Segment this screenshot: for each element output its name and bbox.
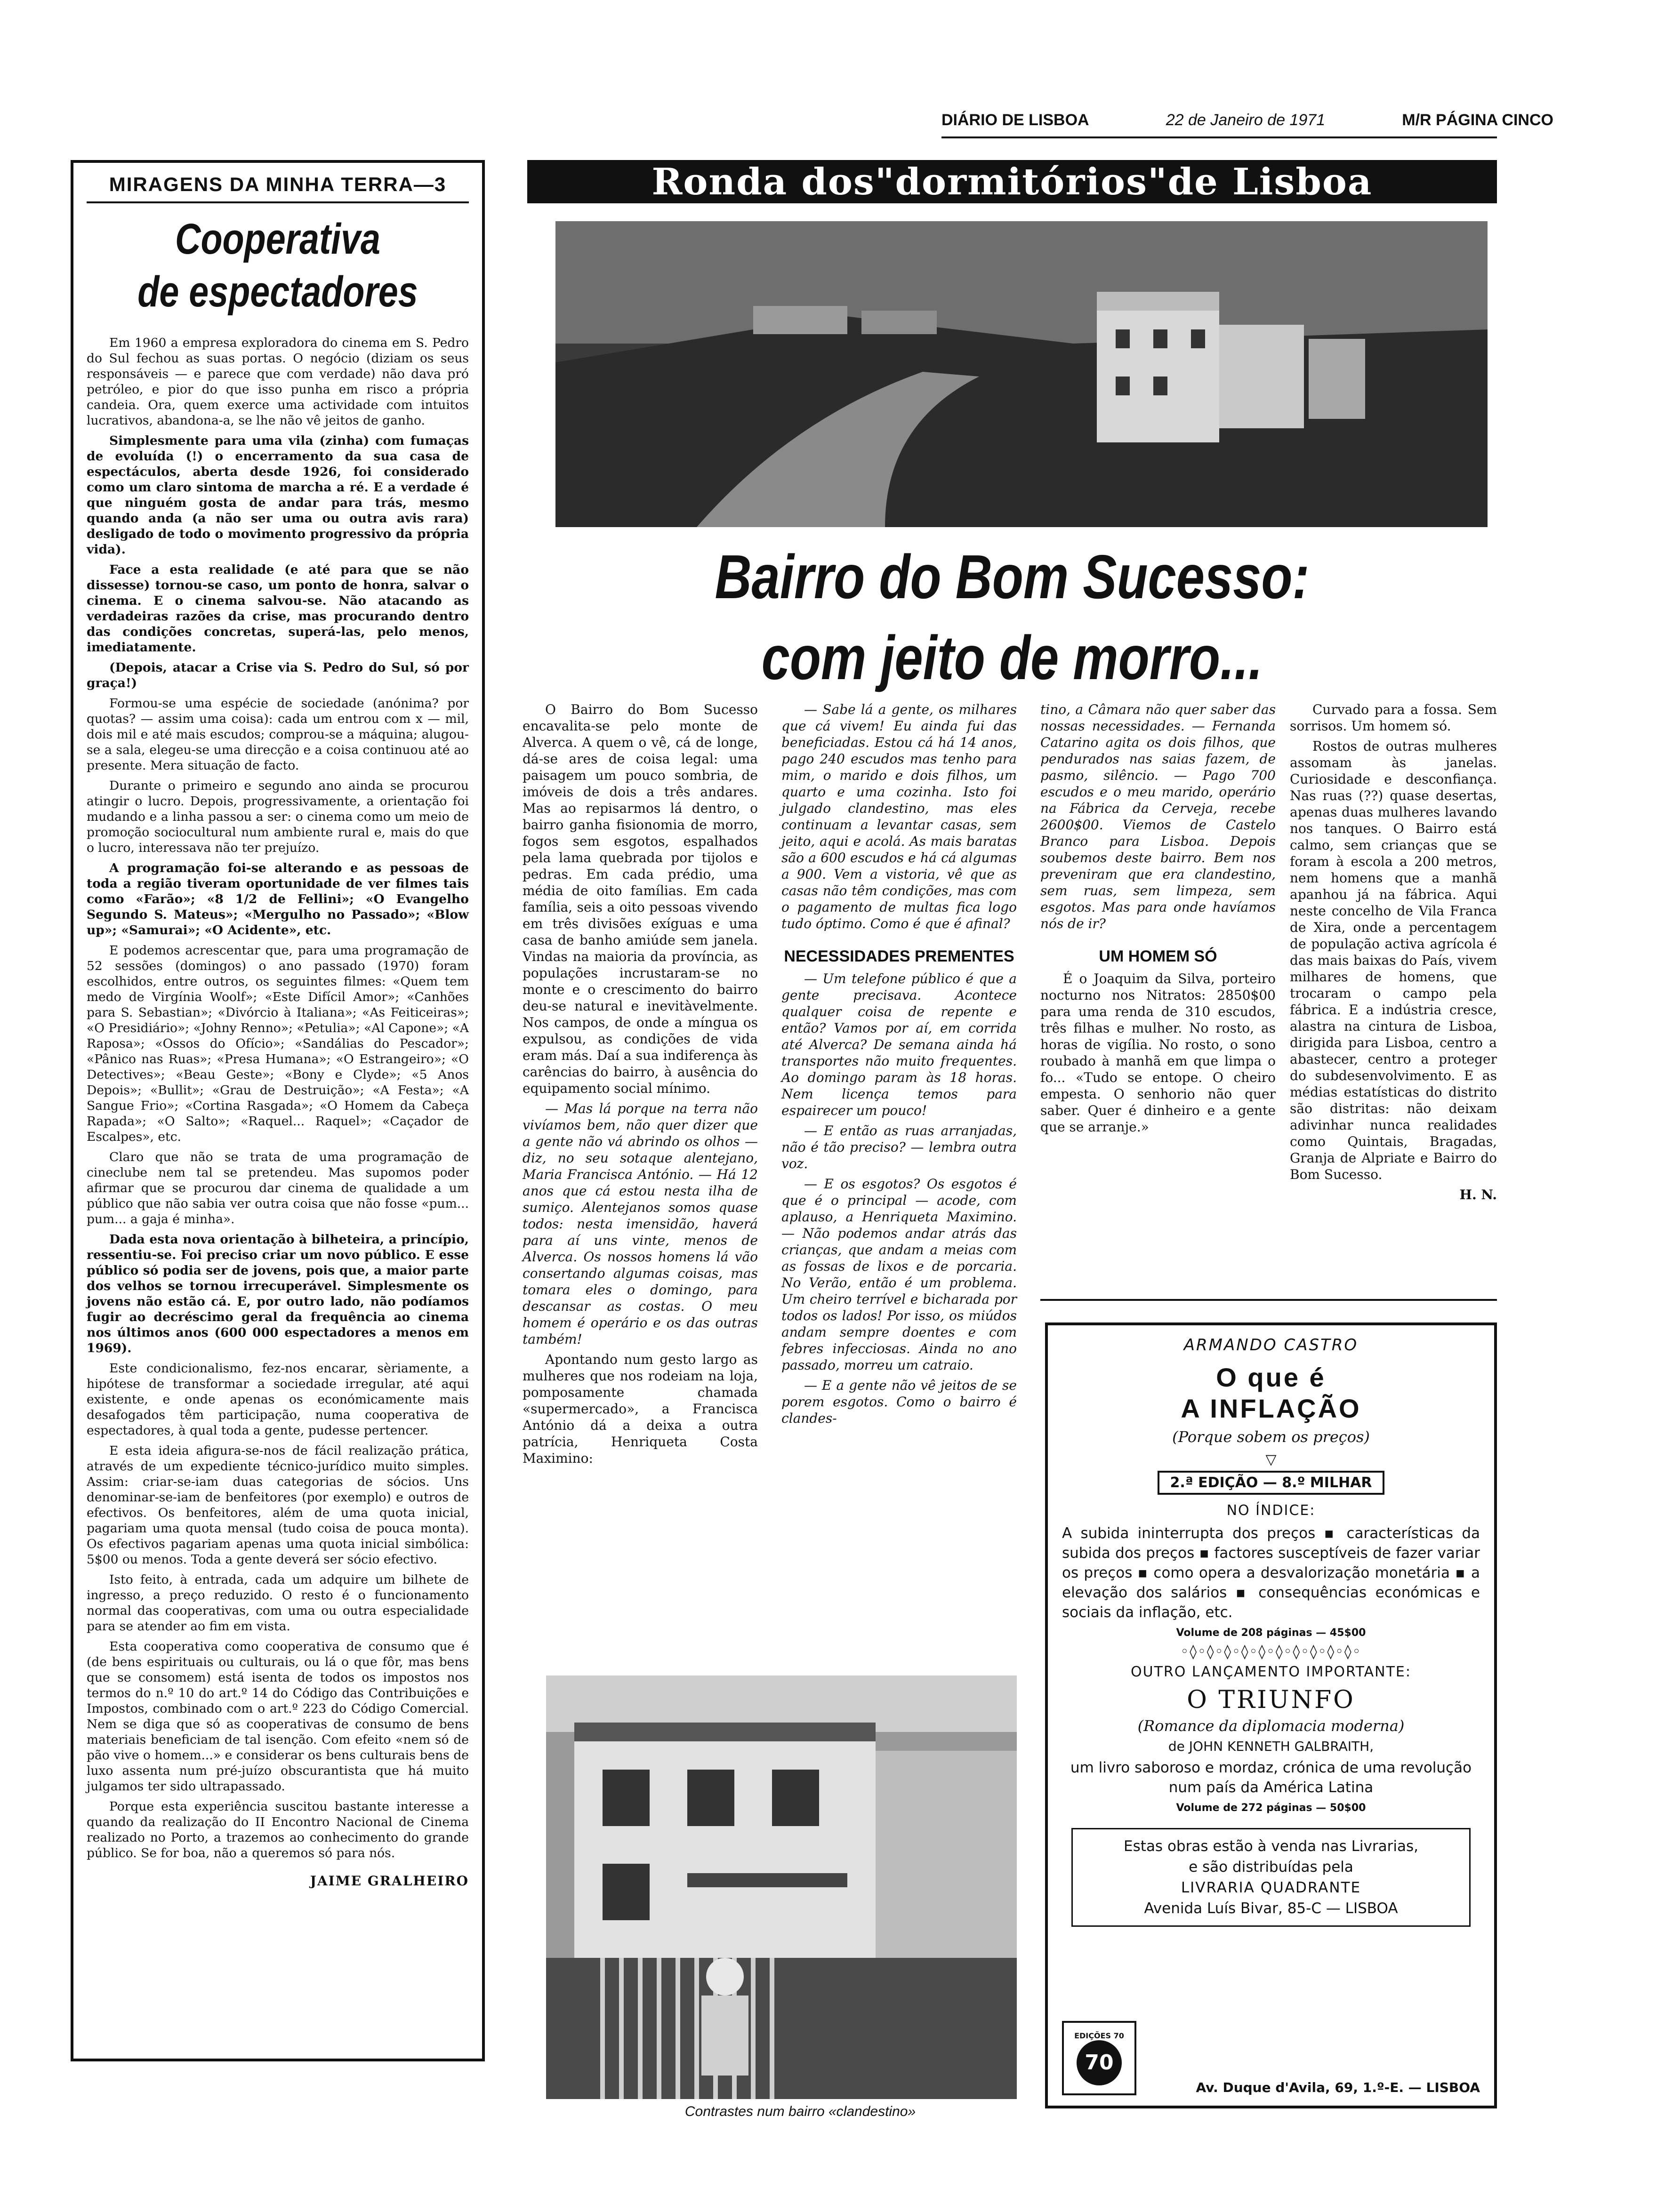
ad-book2-author: de JOHN KENNETH GALBRAITH, (1168, 1739, 1374, 1754)
main-headline (684, 537, 1340, 698)
header-rule (941, 136, 1497, 138)
ad-book-title-line-2: A INFLAÇÃO (1181, 1394, 1361, 1423)
paragraph: Claro que não se trata de uma programação de cineclube nem tal se pretendeu. Mas supomos poder afirmar que se procurou dar cinema de qualidade a um público que não sabia ver outra coisa que não fosse «pum... pum... a gaja é minha». (87, 1150, 469, 1226)
triangle-icon: ▽ (1265, 1451, 1277, 1468)
paragraph: tino, a Câmara não quer saber das nossas necessidades. — Fernanda Catarino agita os dois filhos, que pendurados nas saias fazem, de pasmo, silêncio. — Pago 700 escudos e o meu marido, operário na Fábrica da Cerveja, recebe 2600$00. Viemos de Castelo Branco para Lisboa. Depois soubemos deste bairro. Bem nos preveniram que era clandestino, sem ruas, sem limpeza, sem esgotos. Mas para onde havíamos nós de ir? (1040, 702, 1276, 931)
subheading-man-alone: UM HOMEM SÓ (1099, 947, 1217, 965)
article-column-4 (1290, 701, 1497, 1207)
store-name: LIVRARIA QUADRANTE (1181, 1879, 1361, 1896)
paragraph: — E então as ruas arranjadas, não é tão preciso? — lembra outra voz. (781, 1123, 1017, 1171)
ad-book2-title: O TRIUNFO (1187, 1686, 1355, 1714)
author-signature: JAIME GRALHEIRO (310, 1873, 469, 1889)
paragraph: — E a gente não vê jeitos de se porem esgotos. Como o bairro é clandes- (781, 1378, 1017, 1426)
publisher-logo-mark: 70 (1077, 2040, 1122, 2085)
article-initials: H. N. (1459, 1187, 1497, 1202)
paragraph: — E os esgotos? Os esgotos é que é o principal — acode, com aplauso, a Henriqueta Maximino. — Não podemos andar atrás das crianças, que andam a meias com as fossas de lixos e de porcaria. No Verão, então é um problema. Um cheiro terrível e bicharada por todos os lados! Por isso, os miúdos andam sempre doentes e com febres infecciosas. Ainda no ano passado, morreu um catraio. (781, 1176, 1017, 1373)
ad-book2-subtitle: (Romance da diplomacia moderna) (1137, 1717, 1405, 1735)
left-article-body (87, 335, 469, 1861)
publisher-address: Av. Duque d'Avila, 69, 1.º-E. — LISBOA (1196, 2080, 1480, 2095)
ad-edition-box: 2.ª EDIÇÃO — 8.º MILHAR (1158, 1471, 1384, 1495)
series-title: MIRAGENS DA MINHA TERRA—3 (87, 173, 469, 203)
paragraph: Apontando num gesto largo as mulheres que nos rodeiam na loja, pomposamente chamada «supermercado», a Francisca António dá a deixa a outra patrícia, Henriqueta Costa Maximino: (523, 1352, 758, 1466)
divider-rule (1040, 1299, 1497, 1301)
paragraph: Em 1960 a empresa exploradora do cinema em S. Pedro do Sul fechou as suas portas. O negócio (diziam os seus responsáveis — e parece que com verdade) não dava pró petróleo, e pior do que isso punha em risco a própria candeia. Ora, quem exerce uma actividade com intuitos lucrativos, abandona-a, se lhe não vê jeitos de ganho. (87, 336, 469, 428)
paragraph: — Um telefone público é que a gente precisava. Acontece qualquer coisa de repente e então? Vamos por aí, em corrida até Alverca? De semana ainda há transportes não muito frequentes. Ao domingo param às 18 horas. Nem licença temos para espairecer um pouco! (781, 971, 1017, 1118)
left-headline (121, 213, 434, 318)
ad-footer (1062, 2021, 1480, 2095)
ad-volume-2: Volume de 272 páginas — 50$00 (1176, 1802, 1366, 1814)
paragraph: Porque esta experiência suscitou bastante interesse a quando da realização do II Encontro Nacional de Cinema realizado no Porto, a trazemos ao conhecimento do grande público. Se for boa, não a queremos só para nós. (87, 1799, 469, 1860)
article-column-2 (781, 701, 1017, 1430)
paragraph: Dada esta nova orientação à bilheteira, a princípio, ressentiu-se. Foi preciso criar um novo público. E esse público só podia ser de jovens, pois que, a maior parte dos velhos se tornou irrecuperável. Simplesmente os jovens não estão cá. E, por outro lado, não podíamos fugir ao decréscimo geral da frequência ao cinema nos últimos anos (600 000 espectadores a menos em 1969). (87, 1232, 469, 1355)
publisher-logo-text: EDIÇÕES 70 (1074, 2031, 1124, 2040)
paragraph: (Depois, atacar a Crise via S. Pedro do Sul, só por graça!) (87, 660, 469, 690)
paragraph: É o Joaquim da Silva, porteiro nocturno nos Nitratos: 2850$00 para uma renda de 310 escudos, três filhas e mulher. No rosto, as horas de vigília. No rosto, o sono roubado à manhã em que limpa o fo... «Tudo se entope. O cheiro empesta. O senhorio não quer saber. Quer é dinheiro e a gente que se arranje.» (1040, 971, 1276, 1135)
paragraph: Durante o primeiro e segundo ano ainda se procurou atingir o lucro. Depois, progressivamente, a orientação foi mudando e a linha passou a ser: o cinema como um meio de promoção sociocultural num ambiente rural e, mais do que o lucro, interessava não ter prejuízo. (87, 778, 469, 855)
section-banner: Ronda dos"dormitórios"de Lisboa (527, 160, 1497, 203)
neighborhood-photo-top (555, 221, 1488, 527)
main-headline-line-2: com jeito de morro... (761, 623, 1263, 692)
left-article (71, 160, 485, 2061)
paragraph: Este condicionalismo, fez-nos encarar, sèriamente, a hipótese de transformar a sociedade irregular, até aqui existente, e onde apenas os económicamente mais desafogados têm participação, numa cooperativa de espectadores, à qual toda a gente, pudesse pertencer. (87, 1361, 469, 1438)
store-line-1: Estas obras estão à venda nas Livrarias, (1124, 1838, 1418, 1855)
ad-book2-description: um livro saboroso e mordaz, crónica de uma revolução num país da América Latina (1070, 1759, 1472, 1796)
ad-book-subtitle: (Porque sobem os preços) (1172, 1428, 1370, 1446)
paragraph: Face a esta realidade (e até para que se não dissesse) tornou-se caso, um ponto de honra, salvar o cinema. E o cinema salvou-se. Não atacando as verdadeiras razões da crise, mas procurando dentro das condições concretas, superá-las, pelo menos, imediatamente. (87, 562, 469, 655)
paragraph: E podemos acrescentar que, para uma programação de 52 sessões (domingos) o ano passado (1970) foram escolhidos, entre outros, os seguintes filmes: «Quem tem medo de Virgínia Woolf»; «Este Difícil Amor»; «Canhões para S. Sebastian»; «Divórcio à Italiana»; «As Feiticeiras»; «O Presidiário»; «Johny Renno»; «Petulia»; «Al Capone»; «A Raposa»; «Ossos do Ofício»; «Sandálias do Pescador»; «Pânico nas Ruas»; «Presa Humana»; «O Estrangeiro»; «O Detectives»; «Beau Geste»; «Bony e Clyde»; «5 Anos Depois»; «Bullit»; «Grau de Destruição»; «A Festa»; «A Sangue Frio»; «Cortina Rasgada»; «O Homem da Cabeça Rapada»; «O Salto»; «Raquel... Raquel»; «Caçador de Escalpes», etc. (87, 943, 469, 1144)
paragraph: A programação foi-se alterando e as pessoas de toda a região tiveram oportunidade de ver filmes tais como «Farão»; «8 1/2 de Fellini»; «O Evangelho Segundo S. Mateus»; «Mergulho no Passado»; «Blow up»; «Samurai»; «O Acidente», etc. (87, 861, 469, 938)
article-column-3 (1040, 701, 1276, 1139)
photo-caption: Contrastes num bairro «clandestino» (684, 2104, 916, 2119)
publisher-logo (1062, 2021, 1136, 2095)
page-header (941, 111, 1553, 133)
left-headline-line-1: Cooperativa (175, 215, 380, 263)
store-address: Avenida Luís Bivar, 85-C — LISBOA (1144, 1900, 1398, 1917)
issue-date: 22 de Janeiro de 1971 (1166, 111, 1326, 129)
subheading-needs: NECESSIDADES PREMENTES (784, 947, 1014, 965)
page-label: M/R PÁGINA CINCO (1402, 111, 1553, 129)
paragraph: — Sabe lá a gente, os milhares que cá vivem! Eu ainda fui das beneficiadas. Estou cá há 14 anos, pago 240 escudos mas tenho para mim, o marido e dois filhos, um quarto e uma cozinha. Isto foi julgado clandestino, mas eles continuam a levantar casas, sem jeito, aqui e acolá. As mais baratas são a 600 escudos e há cá algumas a 900. Vem a vistoria, vê que as casas não têm condições, mas com o pagamento de multas fica logo tudo óptimo. Como é que é afinal? (781, 702, 1017, 931)
paragraph: Simplesmente para uma vila (zinha) com fumaças de evoluída (!) o encerramento da sua casa de espectáculos, aberta desde 1926, foi considerado como um claro sintoma de marcha a ré. E a verdade é que ninguém gosta de andar para trás, mesmo quando anda (a não ser uma ou outra avis rara) desligado de todo o movimento progressivo da própria vida). (87, 433, 469, 557)
ad-bookstore-box (1071, 1828, 1471, 1927)
paragraph: Isto feito, à entrada, cada um adquire um bilhete de ingresso, a preço reduzido. O resto é o funcionamento normal das cooperativas, com uma ou outra especialidade para se atender ao fim em vista. (87, 1572, 469, 1634)
ad-index-label: NO ÍNDICE: (1226, 1502, 1316, 1519)
ornament-divider: ◦◊◦◊◦◊◦◊◦◊◦◊◦◊◦◊◦◊◦◊◦ (1180, 1643, 1362, 1660)
article-column-1 (523, 701, 758, 1470)
paragraph: E esta ideia afigura-se-nos de fácil realização prática, através de um expediente técnico-jurídico muito simples. Assim: criar-se-iam duas categorias de sócios. Uns denominar-se-iam de benfeitores (por exemplo) e outros de efectivos. Os benfeitores, além de uma quota inicial, pagariam uma quota mensal (tudo coisa de pouca monta). Os efectivos pagariam apenas uma quota inicial simbólica: 5$00 ou menos. Toda a gente deverá ser sócio efectivo. (87, 1443, 469, 1567)
ad-volume-1: Volume de 208 páginas — 45$00 (1176, 1627, 1366, 1639)
ad-book-title-line-1: O que é (1216, 1362, 1326, 1392)
main-headline-line-1: Bairro do Bom Sucesso: (715, 542, 1310, 611)
neighborhood-photo-bottom (546, 1675, 1017, 2099)
store-line-2: e são distribuídas pela (1189, 1859, 1353, 1875)
ad-index-body: A subida ininterrupta dos preços ▪ características da subida dos preços ▪ factores susceptíveis de fazer variar os preços ▪ como opera a desvalorização monetária ▪ a elevação dos salários ▪ consequências económicas e sociais da inflação, etc. (1062, 1525, 1480, 1621)
paragraph: Rostos de outras mulheres assomam às janelas. Curiosidade e desconfiança. Nas ruas (??) quase desertas, apenas duas mulheres lavando nos tanques. O Bairro está calmo, sem crianças que se foram à escola a 200 metros, nem homens que a manhã apanhou já na fábrica. Aqui neste concelho de Vila Franca de Xira, onde a percentagem de população activa agrícola é das mais baixas do País, vivem milhares de homens, que trocaram o campo pela fábrica. E a indústria cresce, alastra na cintura de Lisboa, dirigida para Lisboa, centro a abastecer, centro a proteger do subdesenvolvimento. E as médias estatísticas do distrito são distritas: não deixam adivinhar nunca realidades como Quintais, Bragadas, Granja de Alpriate e Bairro do Bom Sucesso. (1290, 738, 1497, 1182)
ad-author: ARMANDO CASTRO (1183, 1336, 1359, 1354)
book-advertisement (1045, 1322, 1497, 2108)
left-headline-line-2: de espectadores (137, 268, 418, 316)
paragraph: Esta cooperativa como cooperativa de consumo que é (de bens espirituais ou culturais, ou lá o que fôr, mas bens que se consomem) está isenta de todos os impostos nos termos do n.º 10 do art.º 14 do Código das Contribuições e Impostos, combinado com o art.º 223 do Código Comercial. Nem se diga que só as cooperativas de consumo de bens materiais beneficiam de tal isenção. Com efeito «nem só de pão vive o homem...» e considerar os bens culturais bens de luxo assenta num pré-juízo obscurantista que há muito julgamos ter sido ultrapassado. (87, 1639, 469, 1794)
paragraph: — Mas lá porque na terra não vivíamos bem, não quer dizer que a gente não vá abrindo os olhos — diz, no seu sotaque alentejano, Maria Francisca António. — Há 12 anos que cá estou nesta ilha de sumiço. Alentejanos somos quase todos: nesta imensidão, haverá para aí uns vinte, menos de Alverca. Os nossos homens lá vão consertando algumas coisas, mas tomara eles o domingo, para descansar as costas. O meu homem é operário e os das outras também! (523, 1101, 758, 1347)
newspaper-name: DIÁRIO DE LISBOA (941, 111, 1089, 129)
ad-other-release-label: OUTRO LANÇAMENTO IMPORTANTE: (1131, 1664, 1411, 1680)
paragraph: O Bairro do Bom Sucesso encavalita-se pelo monte de Alverca. A quem o vê, cá de longe, dá-se ares de coisa legal: uma paisagem um pouco sombria, de imóveis de dois a três andares. Mas ao repisarmos lá dentro, o bairro ganha fisionomia de morro, fogos sem esgotos, espalhados pela lama quebrada por tijolos e pedras. Em cada prédio, uma média de oito famílias. Em cada família, seis a oito pessoas vivendo em três divisões exíguas e uma casa de banho amiúde sem janela. Vindas na maioria da província, as populações incrustaram-se no monte e o crescimento do bairro deu-se natural e inevitàvelmente. Nos campos, de onde a míngua os expulsou, as condições de vida eram más. Daí a sua indiferença às carências do bairro, à ausência do equipamento social mínimo. (523, 702, 758, 1096)
paragraph: Curvado para a fossa. Sem sorrisos. Um homem só. (1290, 702, 1497, 734)
paragraph: Formou-se uma espécie de sociedade (anónima? por quotas? — assim uma coisa): cada um entrou com x — mil, dois mil e até mais escudos; comprou-se a máquina; alugou-se a sala, elegeu-se uma direcção e a coisa continuou até ao presente. Mera situação de facto. (87, 696, 469, 773)
